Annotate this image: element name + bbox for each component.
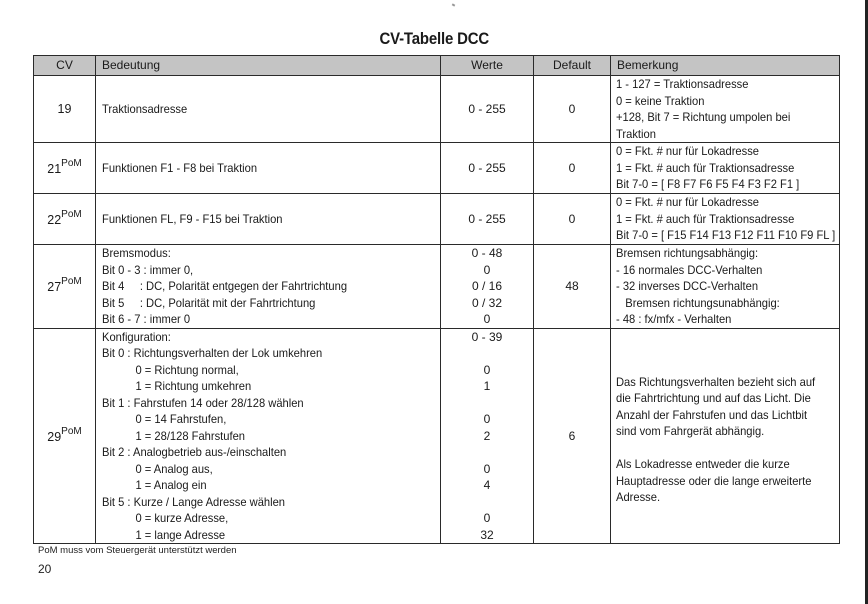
cv-number-cell: [34, 194, 96, 245]
meaning-line: 1 = Analog ein: [135, 478, 207, 492]
meaning-line: Bit 5 : Kurze / Lange Adresse wählen: [102, 494, 286, 509]
values-cell: [441, 328, 534, 544]
table-row: [34, 194, 840, 245]
remark-line: Anzahl der Fahrstufen und das Lichtbit: [616, 407, 808, 422]
meaning-line: 1 = 28/128 Fahrstufen: [135, 428, 245, 443]
cv-number-cell: [34, 143, 96, 194]
meaning-line: Bit 5 : DC, Polarität mit der Fahrtrichtung: [102, 295, 316, 310]
remark-line: 0 = Fkt. # nur für Lokadresse: [616, 144, 759, 159]
remark-line: 1 = Fkt. # auch für Traktionsadresse: [616, 211, 795, 226]
table-row: [34, 143, 840, 194]
cv-number: 21: [47, 162, 62, 177]
remark-line: - 32 inverses DCC-Verhalten: [616, 279, 759, 293]
value-line: 0 - 255: [468, 160, 506, 175]
header-values: Werte: [441, 56, 534, 76]
remark-line: Das Richtungsverhalten bezieht sich auf: [616, 374, 816, 389]
remark-cell: [611, 143, 840, 194]
remark-cell: [611, 194, 840, 245]
default-value: 0: [568, 211, 576, 226]
remark-line: Bit 7-0 = [ F8 F7 F6 F5 F4 F3 F2 F1 ]: [616, 177, 800, 192]
remark-line: 0 = Fkt. # nur für Lokadresse: [616, 195, 759, 210]
pom-marker: PoM: [61, 425, 82, 437]
meaning-line: Bremsmodus:: [102, 246, 171, 260]
meaning-line: Funktionen FL, F9 - F15 bei Traktion: [102, 211, 283, 226]
meaning-cell: [96, 328, 441, 544]
meaning-line: 0 = Analog aus,: [135, 461, 213, 476]
table-body: [34, 76, 840, 544]
page-number: 20: [38, 562, 52, 576]
default-cell: [534, 76, 611, 143]
cv-number-cell: [34, 76, 96, 143]
value-line: 0 - 255: [468, 211, 506, 226]
remark-line: Als Lokadresse entweder die kurze: [616, 457, 790, 472]
cv-number-cell: [34, 245, 96, 329]
meaning-line: 1 = Richtung umkehren: [135, 379, 252, 393]
table-header-row: [34, 56, 840, 76]
cv-number: 22: [47, 213, 62, 228]
table-row: [34, 76, 840, 143]
meaning-line: Traktionsadresse: [102, 101, 188, 116]
meaning-line: 0 = 14 Fahrstufen,: [135, 412, 227, 426]
page-title: CV-Tabelle DCC: [379, 29, 489, 48]
remark-line: Bit 7-0 = [ F15 F14 F13 F12 F11 F10 F9 FL ]: [616, 228, 836, 243]
remark-cell: [611, 245, 840, 329]
table-row: [34, 328, 840, 544]
cv-number: 29: [47, 430, 62, 445]
value-line: 4: [483, 478, 491, 492]
default-value: 0: [568, 160, 576, 175]
remark-line: [616, 440, 819, 457]
meaning-cell: [96, 143, 441, 194]
value-line: 32: [480, 527, 494, 542]
remark-line: die Fahrtrichtung und auf das Licht. Die: [616, 391, 811, 406]
meaning-line: Bit 0 : Richtungsverhalten der Lok umkehren: [102, 346, 323, 360]
header-cv: CV: [34, 56, 96, 76]
default-value: 6: [568, 428, 576, 443]
value-line: 0: [483, 312, 491, 326]
values-cell: [441, 245, 534, 329]
default-cell: [534, 194, 611, 245]
value-line: 0 / 32: [471, 295, 503, 310]
value-line: [446, 494, 528, 511]
values-cell: [441, 76, 534, 143]
meaning-line: Bit 0 - 3 : immer 0,: [102, 262, 194, 277]
remark-line: 1 = Fkt. # auch für Traktionsadresse: [616, 160, 795, 175]
meaning-line: Bit 1 : Fahrstufen 14 oder 28/128 wählen: [102, 395, 304, 410]
value-line: 0: [483, 461, 491, 476]
remark-line: 0 = keine Traktion: [616, 93, 705, 108]
pom-marker: PoM: [61, 158, 82, 170]
values-cell: [441, 143, 534, 194]
value-line: 0 - 39: [471, 329, 503, 344]
cv-number: 27: [47, 280, 62, 295]
value-line: 0: [483, 362, 491, 377]
meaning-line: 0 = kurze Adresse,: [135, 511, 229, 525]
scan-speck: [452, 3, 456, 6]
remark-line: Bremsen richtungsunabhängig:: [616, 295, 780, 310]
footnote: PoM muss vom Steuergerät unterstützt werden: [38, 545, 237, 556]
default-cell: [534, 328, 611, 544]
meaning-line: 1 = lange Adresse: [135, 527, 226, 542]
remark-line: Bremsen richtungsabhängig:: [616, 246, 759, 260]
cv-number-cell: [34, 328, 96, 544]
pom-marker: PoM: [61, 276, 82, 288]
remark-line: - 16 normales DCC-Verhalten: [616, 262, 763, 277]
meaning-line: Konfiguration:: [102, 329, 171, 344]
value-line: 0: [483, 412, 491, 426]
meaning-line: Bit 4 : DC, Polarität entgegen der Fahrtrichtung: [102, 279, 348, 293]
cv-number: 19: [57, 101, 72, 116]
value-line: [446, 345, 528, 362]
values-cell: [441, 194, 534, 245]
value-line: [446, 444, 528, 461]
cv-table: [33, 55, 840, 544]
value-line: [446, 395, 528, 412]
table-row: [34, 245, 840, 329]
meaning-cell: [96, 245, 441, 329]
remark-cell: [611, 76, 840, 143]
default-cell: [534, 245, 611, 329]
remark-line: Adresse.: [616, 490, 661, 505]
remark-line: Hauptadresse oder die lange erweiterte: [616, 473, 812, 488]
value-line: 0 - 48: [471, 246, 503, 260]
remark-line: 1 - 127 = Traktionsadresse: [616, 77, 749, 91]
remark-line: sind vom Fahrgerät abhängig.: [616, 424, 765, 439]
meaning-line: 0 = Richtung normal,: [135, 362, 239, 377]
value-line: 2: [483, 428, 491, 443]
default-value: 0: [568, 101, 576, 116]
remark-cell: [611, 328, 840, 544]
meaning-cell: [96, 76, 441, 143]
value-line: 1: [483, 379, 491, 393]
header-meaning: Bedeutung: [96, 56, 441, 76]
remark-line: +128, Bit 7 = Richtung umpolen bei: [616, 110, 791, 124]
meaning-line: Bit 6 - 7 : immer 0: [102, 312, 191, 326]
remark-line: - 48 : fx/mfx - Verhalten: [616, 312, 732, 326]
header-default: Default: [534, 56, 611, 76]
meaning-line: Bit 2 : Analogbetrieb aus-/einschalten: [102, 445, 287, 459]
remark-line: Traktion: [616, 126, 656, 141]
value-line: 0 - 255: [468, 101, 506, 116]
value-line: 0: [483, 262, 491, 277]
value-line: 0 / 16: [471, 279, 503, 293]
pom-marker: PoM: [61, 209, 82, 221]
meaning-line: Funktionen F1 - F8 bei Traktion: [102, 160, 258, 175]
default-value: 48: [565, 279, 579, 293]
value-line: 0: [483, 511, 491, 525]
meaning-cell: [96, 194, 441, 245]
header-remark: Bemerkung: [611, 56, 840, 76]
default-cell: [534, 143, 611, 194]
